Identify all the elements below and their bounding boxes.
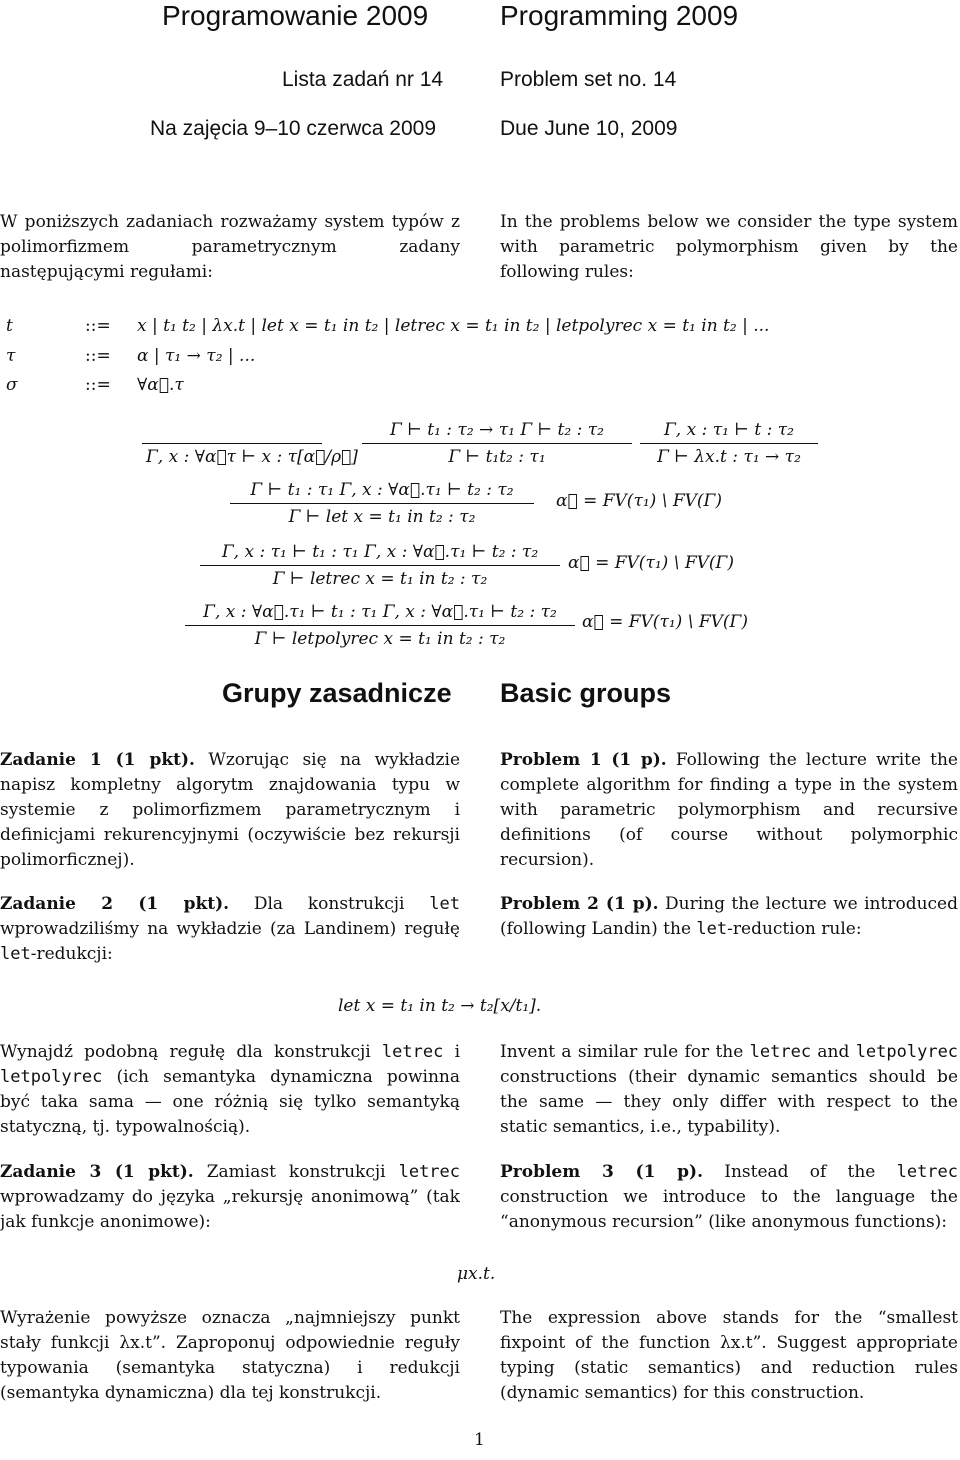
problem-2-en-cont-kw1: letrec (749, 1042, 812, 1062)
rule-letpolyrec-premise: Γ, x : ∀α⃗.τ₁ ⊢ t₁ : τ₁ Γ, x : ∀α⃗.τ₁ ⊢ t₂ : τ₂ (203, 602, 557, 622)
grammar-t-rhs: x | t₁ t₂ | λx.t | let x = t₁ in t₂ | letrec x = t₁ in t₂ | letpolyrec x = t₁ in t₂ | ... (137, 316, 770, 336)
rule-abs-conclusion: Γ ⊢ λx.t : τ₁ → τ₂ (640, 443, 818, 467)
rule-letrec-premise: Γ, x : τ₁ ⊢ t₁ : τ₁ Γ, x : ∀α⃗.τ₁ ⊢ t₂ : τ₂ (221, 542, 539, 562)
problem-2-en-text-a: During the lecture we introduced (following Landin) the (500, 894, 958, 939)
section-title-en: Basic groups (500, 678, 672, 708)
rule-abs-premise: Γ, x : τ₁ ⊢ t : τ₂ (664, 420, 794, 440)
problem-3-en-continued: The expression above stands for the “smallest fixpoint of the function λx.t”. Suggest appropriate typing (static semantics) and reduction rules (dynamic semantics) for this construction. (500, 1308, 958, 1403)
problem-3-pl-keyword: letrec (398, 1162, 461, 1182)
problem-2-en-text-b: -reduction rule: (727, 919, 862, 939)
intro-en: In the problems below we consider the type system with parametric polymorphism given by the following rules: (500, 212, 958, 282)
rule-app-premise: Γ ⊢ t₁ : τ₂ → τ₁ Γ ⊢ t₂ : τ₂ (390, 420, 604, 440)
grammar-sigma-rhs: ∀α⃗.τ (137, 375, 184, 395)
date-pl: Na zajęcia 9–10 czerwca 2009 (150, 117, 437, 140)
rule-letrec-side: α⃗ = FV(τ₁) \ FV(Γ) (568, 553, 734, 573)
problem-2-en-cont-b: and (817, 1042, 850, 1062)
rule-letpolyrec-side: α⃗ = FV(τ₁) \ FV(Γ) (582, 612, 748, 632)
problem-3-pl-text-b: wprowadzamy do języka „rekursję anonimową” (tak jak funkcje anonimowe): (0, 1187, 460, 1232)
problem-1-en (500, 748, 958, 873)
rule-letpolyrec-conclusion: Γ ⊢ letpolyrec x = t₁ in t₂ : τ₂ (185, 625, 575, 649)
problem-1-pl-text: Wzorując się na wykładzie napisz kompletny algorytm znajdowania typu w systemie z polimorfizmem parametrycznym i definicjami rekurencyjnymi (oczywiście bez rekursji polimorficznej). (0, 750, 461, 870)
page-number: 1 (474, 1430, 485, 1450)
grammar-t-def: ::= (85, 316, 111, 336)
problem-2-pl-cont-kw2: letpolyrec (0, 1067, 103, 1087)
problem-3-pl (0, 1160, 460, 1235)
problem-3-pl-heading: Zadanie 3 (1 pkt). (0, 1162, 194, 1182)
rule-let-conclusion: Γ ⊢ let x = t₁ in t₂ : τ₂ (230, 503, 534, 527)
rule-let-side: α⃗ = FV(τ₁) \ FV(Γ) (556, 491, 722, 511)
date-en: Due June 10, 2009 (500, 117, 678, 140)
problem-2-en-cont-c: constructions (their dynamic semantics should be the same — they only differ with respect to the static semantics, i.e., typability). (500, 1067, 958, 1137)
rule-abs (640, 420, 818, 467)
problem-2-pl-keyword: let (429, 894, 460, 914)
problem-3-formula: μx.t. (457, 1264, 496, 1284)
rule-letrec (200, 542, 560, 589)
problem-2-en-heading: Problem 2 (1 p). (500, 894, 659, 914)
grammar-tau-def: ::= (85, 346, 111, 366)
rule-app (362, 420, 632, 467)
rule-let-premise: Γ ⊢ t₁ : τ₁ Γ, x : ∀α⃗.τ₁ ⊢ t₂ : τ₂ (250, 480, 514, 500)
problem-1-pl (0, 748, 460, 873)
rule-letrec-conclusion: Γ ⊢ letrec x = t₁ in t₂ : τ₂ (200, 565, 560, 589)
problem-2-pl-cont-b: i (454, 1042, 461, 1062)
grammar-tau-rhs: α | τ₁ → τ₂ | ... (137, 346, 256, 366)
grammar-sigma-def: ::= (85, 375, 111, 395)
rule-let (230, 480, 534, 527)
problem-2-en-cont-a: Invent a similar rule for the (500, 1042, 744, 1062)
section-title-pl: Grupy zasadnicze (222, 678, 452, 708)
problem-2-pl-cont-kw1: letrec (381, 1042, 444, 1062)
grammar-t-lhs: t (6, 316, 13, 336)
problem-3-en-keyword: letrec (896, 1162, 959, 1182)
problem-1-pl-heading: Zadanie 1 (1 pkt). (0, 750, 195, 770)
problem-3-pl-continued: Wyrażenie powyższe oznacza „najmniejszy punkt stały funkcji λx.t”. Zaproponuj odpowiednie reguły typowania (semantyka statyczna) i redukcji (semantyka dynamiczna) dla tej konstrukcji. (0, 1308, 460, 1403)
rule-var (142, 420, 358, 467)
problem-1-en-heading: Problem 1 (1 p). (500, 750, 667, 770)
problem-3-en-heading: Problem 3 (1 p). (500, 1162, 703, 1182)
list-en: Problem set no. 14 (500, 68, 677, 91)
rule-app-conclusion: Γ ⊢ t₁t₂ : τ₁ (362, 443, 632, 467)
list-pl: Lista zadań nr 14 (282, 68, 444, 91)
problem-2-formula: let x = t₁ in t₂ → t₂[x/t₁]. (338, 996, 542, 1016)
intro-pl: W poniższych zadaniach rozważamy system typów z polimorfizmem parametrycznym zadany następującymi regułami: (0, 212, 460, 282)
title-pl: Programowanie 2009 (162, 0, 429, 31)
problem-2-pl-continued (0, 1040, 460, 1140)
problem-2-en (500, 892, 958, 942)
problem-3-en-text-a: Instead of the (724, 1162, 876, 1182)
problem-2-pl-cont-a: Wynajdź podobną regułę dla konstrukcji (0, 1042, 371, 1062)
problem-2-pl-heading: Zadanie 2 (1 pkt). (0, 894, 230, 914)
problem-2-pl-keyword-2: let (0, 944, 31, 964)
rule-var-conclusion: Γ, x : ∀α⃗τ ⊢ x : τ[α⃗/ρ⃗] (142, 443, 322, 467)
rule-letpolyrec (185, 602, 575, 649)
problem-3-pl-text-a: Zamiast konstrukcji (206, 1162, 386, 1182)
problem-2-pl-cont-c: (ich semantyka dynamiczna powinna być taka sama — one różnią się tylko semantyką statyczną, tj. typowalnością). (0, 1067, 460, 1137)
grammar-sigma-lhs: σ (6, 375, 18, 395)
problem-3-en (500, 1160, 958, 1235)
problem-2-en-continued (500, 1040, 958, 1140)
problem-2-pl-text-b: wprowadziliśmy na wykładzie (za Landinem) regułę (0, 919, 460, 939)
problem-3-en-text-b: construction we introduce to the language the “anonymous recursion” (like anonymous functions): (500, 1187, 958, 1232)
problem-1-en-text: Following the lecture write the complete algorithm for finding a type in the system with parametric polymorphism and recursive definitions (of course without polymorphic recursion). (500, 750, 958, 870)
problem-2-pl-text-a: Dla konstrukcji (253, 894, 405, 914)
problem-2-en-cont-kw2: letpolyrec (855, 1042, 959, 1062)
title-en: Programming 2009 (500, 0, 739, 31)
problem-2-en-keyword: let (696, 919, 728, 939)
problem-2-pl (0, 892, 460, 967)
problem-2-pl-text-c: -redukcji: (30, 944, 113, 964)
grammar-tau-lhs: τ (6, 346, 16, 366)
